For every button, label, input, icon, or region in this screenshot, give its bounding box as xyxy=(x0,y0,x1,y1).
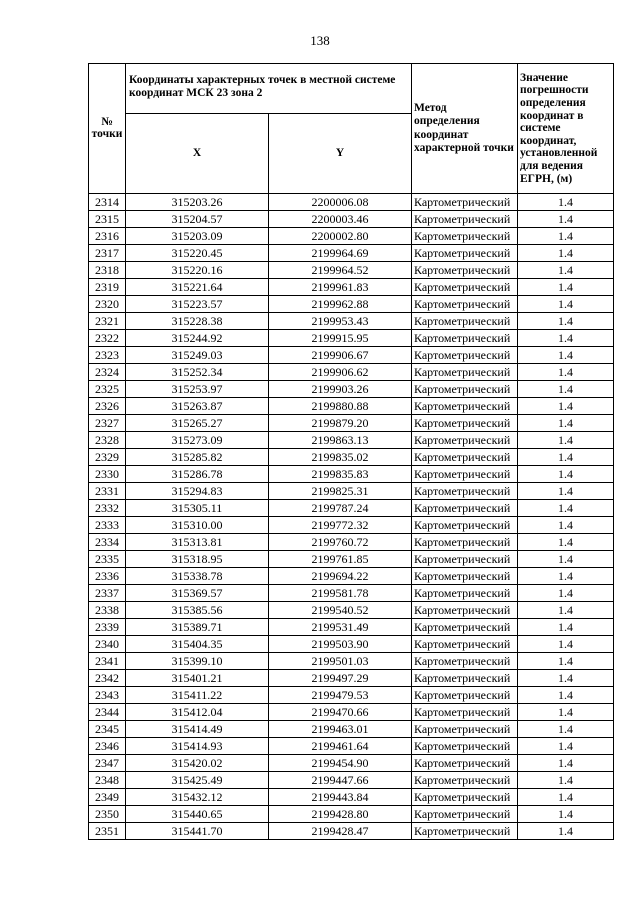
table-row xyxy=(89,687,614,704)
table-body xyxy=(89,194,614,840)
table-row xyxy=(89,585,614,602)
y-cell: 2199863.13 xyxy=(269,432,412,449)
method-cell: Картометрический xyxy=(412,211,518,228)
accuracy-cell: 1.4 xyxy=(518,483,614,500)
accuracy-cell: 1.4 xyxy=(518,466,614,483)
accuracy-cell: 1.4 xyxy=(518,415,614,432)
point-number-cell: 2351 xyxy=(89,823,126,840)
point-number-cell: 2332 xyxy=(89,500,126,517)
table-row xyxy=(89,670,614,687)
y-cell: 2199501.03 xyxy=(269,653,412,670)
method-cell: Картометрический xyxy=(412,347,518,364)
header-point-number: № точки xyxy=(89,64,126,194)
x-cell: 315253.97 xyxy=(126,381,269,398)
point-number-cell: 2323 xyxy=(89,347,126,364)
y-cell: 2199962.88 xyxy=(269,296,412,313)
header-method: Метод определения координат характерной точки xyxy=(412,64,518,194)
table-row xyxy=(89,704,614,721)
x-cell: 315313.81 xyxy=(126,534,269,551)
table-row xyxy=(89,398,614,415)
y-cell: 2199443.84 xyxy=(269,789,412,806)
x-cell: 315310.00 xyxy=(126,517,269,534)
accuracy-cell: 1.4 xyxy=(518,398,614,415)
accuracy-cell: 1.4 xyxy=(518,721,614,738)
table-row xyxy=(89,364,614,381)
y-cell: 2199503.90 xyxy=(269,636,412,653)
method-cell: Картометрический xyxy=(412,602,518,619)
accuracy-cell: 1.4 xyxy=(518,364,614,381)
y-cell: 2199497.29 xyxy=(269,670,412,687)
header-y: Y xyxy=(269,114,412,194)
y-cell: 2199531.49 xyxy=(269,619,412,636)
table-row xyxy=(89,194,614,211)
x-cell: 315221.64 xyxy=(126,279,269,296)
point-number-cell: 2331 xyxy=(89,483,126,500)
y-cell: 2199906.62 xyxy=(269,364,412,381)
point-number-cell: 2337 xyxy=(89,585,126,602)
x-cell: 315273.09 xyxy=(126,432,269,449)
point-number-cell: 2340 xyxy=(89,636,126,653)
method-cell: Картометрический xyxy=(412,245,518,262)
accuracy-cell: 1.4 xyxy=(518,738,614,755)
y-cell: 2200003.46 xyxy=(269,211,412,228)
x-cell: 315265.27 xyxy=(126,415,269,432)
method-cell: Картометрический xyxy=(412,619,518,636)
point-number-cell: 2334 xyxy=(89,534,126,551)
y-cell: 2199953.43 xyxy=(269,313,412,330)
method-cell: Картометрический xyxy=(412,687,518,704)
accuracy-cell: 1.4 xyxy=(518,704,614,721)
x-cell: 315420.02 xyxy=(126,755,269,772)
y-cell: 2199772.32 xyxy=(269,517,412,534)
table-row xyxy=(89,449,614,466)
table-row xyxy=(89,347,614,364)
y-cell: 2199835.02 xyxy=(269,449,412,466)
accuracy-cell: 1.4 xyxy=(518,296,614,313)
y-cell: 2199694.22 xyxy=(269,568,412,585)
y-cell: 2199880.88 xyxy=(269,398,412,415)
table-row xyxy=(89,738,614,755)
table-row xyxy=(89,602,614,619)
y-cell: 2199903.26 xyxy=(269,381,412,398)
point-number-cell: 2336 xyxy=(89,568,126,585)
x-cell: 315440.65 xyxy=(126,806,269,823)
table-row xyxy=(89,262,614,279)
x-cell: 315203.09 xyxy=(126,228,269,245)
method-cell: Картометрический xyxy=(412,313,518,330)
point-number-cell: 2328 xyxy=(89,432,126,449)
point-number-cell: 2324 xyxy=(89,364,126,381)
x-cell: 315220.16 xyxy=(126,262,269,279)
header-accuracy: Значение погрешности определения координат в системе координат, установленной для ведения ЕГРН, (м) xyxy=(518,64,614,194)
x-cell: 315263.87 xyxy=(126,398,269,415)
method-cell: Картометрический xyxy=(412,194,518,211)
x-cell: 315249.03 xyxy=(126,347,269,364)
method-cell: Картометрический xyxy=(412,517,518,534)
point-number-cell: 2347 xyxy=(89,755,126,772)
accuracy-cell: 1.4 xyxy=(518,823,614,840)
y-cell: 2199761.85 xyxy=(269,551,412,568)
y-cell: 2199825.31 xyxy=(269,483,412,500)
y-cell: 2199470.66 xyxy=(269,704,412,721)
accuracy-cell: 1.4 xyxy=(518,279,614,296)
y-cell: 2199428.80 xyxy=(269,806,412,823)
table-row xyxy=(89,772,614,789)
point-number-cell: 2348 xyxy=(89,772,126,789)
table-row xyxy=(89,466,614,483)
accuracy-cell: 1.4 xyxy=(518,211,614,228)
header-coordinates: Координаты характерных точек в местной системе координат МСК 23 зона 2 xyxy=(126,64,412,114)
y-cell: 2199915.95 xyxy=(269,330,412,347)
table-row xyxy=(89,551,614,568)
accuracy-cell: 1.4 xyxy=(518,381,614,398)
point-number-cell: 2329 xyxy=(89,449,126,466)
method-cell: Картометрический xyxy=(412,398,518,415)
y-cell: 2199787.24 xyxy=(269,500,412,517)
accuracy-cell: 1.4 xyxy=(518,636,614,653)
method-cell: Картометрический xyxy=(412,772,518,789)
accuracy-cell: 1.4 xyxy=(518,228,614,245)
table-row xyxy=(89,381,614,398)
table-row xyxy=(89,619,614,636)
table-row xyxy=(89,806,614,823)
table-row xyxy=(89,296,614,313)
method-cell: Картометрический xyxy=(412,721,518,738)
table-row xyxy=(89,636,614,653)
accuracy-cell: 1.4 xyxy=(518,432,614,449)
method-cell: Картометрический xyxy=(412,449,518,466)
point-number-cell: 2346 xyxy=(89,738,126,755)
method-cell: Картометрический xyxy=(412,806,518,823)
x-cell: 315389.71 xyxy=(126,619,269,636)
point-number-cell: 2338 xyxy=(89,602,126,619)
point-number-cell: 2335 xyxy=(89,551,126,568)
method-cell: Картометрический xyxy=(412,432,518,449)
table-row xyxy=(89,517,614,534)
table-row xyxy=(89,415,614,432)
y-cell: 2199964.69 xyxy=(269,245,412,262)
y-cell: 2199581.78 xyxy=(269,585,412,602)
method-cell: Картометрический xyxy=(412,636,518,653)
x-cell: 315385.56 xyxy=(126,602,269,619)
method-cell: Картометрический xyxy=(412,262,518,279)
table-row xyxy=(89,245,614,262)
method-cell: Картометрический xyxy=(412,279,518,296)
accuracy-cell: 1.4 xyxy=(518,551,614,568)
table-row xyxy=(89,755,614,772)
point-number-cell: 2339 xyxy=(89,619,126,636)
point-number-cell: 2320 xyxy=(89,296,126,313)
method-cell: Картометрический xyxy=(412,228,518,245)
accuracy-cell: 1.4 xyxy=(518,806,614,823)
method-cell: Картометрический xyxy=(412,466,518,483)
y-cell: 2199835.83 xyxy=(269,466,412,483)
x-cell: 315220.45 xyxy=(126,245,269,262)
point-number-cell: 2318 xyxy=(89,262,126,279)
y-cell: 2199479.53 xyxy=(269,687,412,704)
point-number-cell: 2330 xyxy=(89,466,126,483)
table-row xyxy=(89,483,614,500)
accuracy-cell: 1.4 xyxy=(518,517,614,534)
table-row xyxy=(89,653,614,670)
accuracy-cell: 1.4 xyxy=(518,330,614,347)
x-cell: 315425.49 xyxy=(126,772,269,789)
table-row xyxy=(89,721,614,738)
point-number-cell: 2326 xyxy=(89,398,126,415)
accuracy-cell: 1.4 xyxy=(518,449,614,466)
x-cell: 315305.11 xyxy=(126,500,269,517)
method-cell: Картометрический xyxy=(412,823,518,840)
x-cell: 315338.78 xyxy=(126,568,269,585)
x-cell: 315432.12 xyxy=(126,789,269,806)
table-row xyxy=(89,211,614,228)
method-cell: Картометрический xyxy=(412,653,518,670)
method-cell: Картометрический xyxy=(412,568,518,585)
table-row xyxy=(89,228,614,245)
accuracy-cell: 1.4 xyxy=(518,262,614,279)
method-cell: Картометрический xyxy=(412,670,518,687)
x-cell: 315414.93 xyxy=(126,738,269,755)
y-cell: 2199879.20 xyxy=(269,415,412,432)
accuracy-cell: 1.4 xyxy=(518,619,614,636)
x-cell: 315203.26 xyxy=(126,194,269,211)
method-cell: Картометрический xyxy=(412,330,518,347)
y-cell: 2199461.64 xyxy=(269,738,412,755)
point-number-cell: 2325 xyxy=(89,381,126,398)
table-row xyxy=(89,534,614,551)
method-cell: Картометрический xyxy=(412,585,518,602)
y-cell: 2200006.08 xyxy=(269,194,412,211)
x-cell: 315223.57 xyxy=(126,296,269,313)
x-cell: 315412.04 xyxy=(126,704,269,721)
point-number-cell: 2317 xyxy=(89,245,126,262)
coordinates-table xyxy=(88,63,614,840)
method-cell: Картометрический xyxy=(412,415,518,432)
y-cell: 2199540.52 xyxy=(269,602,412,619)
y-cell: 2199760.72 xyxy=(269,534,412,551)
x-cell: 315294.83 xyxy=(126,483,269,500)
y-cell: 2199964.52 xyxy=(269,262,412,279)
table-row xyxy=(89,432,614,449)
x-cell: 315414.49 xyxy=(126,721,269,738)
method-cell: Картометрический xyxy=(412,551,518,568)
method-cell: Картометрический xyxy=(412,704,518,721)
y-cell: 2199463.01 xyxy=(269,721,412,738)
method-cell: Картометрический xyxy=(412,483,518,500)
point-number-cell: 2343 xyxy=(89,687,126,704)
point-number-cell: 2327 xyxy=(89,415,126,432)
header-x: X xyxy=(126,114,269,194)
x-cell: 315228.38 xyxy=(126,313,269,330)
table-row xyxy=(89,500,614,517)
x-cell: 315404.35 xyxy=(126,636,269,653)
method-cell: Картометрический xyxy=(412,364,518,381)
method-cell: Картометрический xyxy=(412,534,518,551)
x-cell: 315285.82 xyxy=(126,449,269,466)
point-number-cell: 2315 xyxy=(89,211,126,228)
accuracy-cell: 1.4 xyxy=(518,670,614,687)
x-cell: 315204.57 xyxy=(126,211,269,228)
accuracy-cell: 1.4 xyxy=(518,245,614,262)
x-cell: 315411.22 xyxy=(126,687,269,704)
y-cell: 2199454.90 xyxy=(269,755,412,772)
table-row xyxy=(89,789,614,806)
accuracy-cell: 1.4 xyxy=(518,789,614,806)
method-cell: Картометрический xyxy=(412,738,518,755)
table-row xyxy=(89,330,614,347)
point-number-cell: 2349 xyxy=(89,789,126,806)
point-number-cell: 2321 xyxy=(89,313,126,330)
accuracy-cell: 1.4 xyxy=(518,347,614,364)
accuracy-cell: 1.4 xyxy=(518,755,614,772)
accuracy-cell: 1.4 xyxy=(518,313,614,330)
method-cell: Картометрический xyxy=(412,381,518,398)
x-cell: 315244.92 xyxy=(126,330,269,347)
accuracy-cell: 1.4 xyxy=(518,500,614,517)
point-number-cell: 2316 xyxy=(89,228,126,245)
point-number-cell: 2322 xyxy=(89,330,126,347)
point-number-cell: 2350 xyxy=(89,806,126,823)
point-number-cell: 2342 xyxy=(89,670,126,687)
point-number-cell: 2319 xyxy=(89,279,126,296)
method-cell: Картометрический xyxy=(412,789,518,806)
x-cell: 315318.95 xyxy=(126,551,269,568)
point-number-cell: 2341 xyxy=(89,653,126,670)
x-cell: 315399.10 xyxy=(126,653,269,670)
y-cell: 2199961.83 xyxy=(269,279,412,296)
x-cell: 315252.34 xyxy=(126,364,269,381)
accuracy-cell: 1.4 xyxy=(518,602,614,619)
page-number: 138 xyxy=(310,33,330,48)
point-number-cell: 2314 xyxy=(89,194,126,211)
accuracy-cell: 1.4 xyxy=(518,194,614,211)
x-cell: 315369.57 xyxy=(126,585,269,602)
y-cell: 2199428.47 xyxy=(269,823,412,840)
accuracy-cell: 1.4 xyxy=(518,568,614,585)
y-cell: 2199906.67 xyxy=(269,347,412,364)
table-row xyxy=(89,313,614,330)
accuracy-cell: 1.4 xyxy=(518,772,614,789)
table-row xyxy=(89,823,614,840)
table-row xyxy=(89,279,614,296)
point-number-cell: 2333 xyxy=(89,517,126,534)
x-cell: 315401.21 xyxy=(126,670,269,687)
accuracy-cell: 1.4 xyxy=(518,585,614,602)
accuracy-cell: 1.4 xyxy=(518,687,614,704)
y-cell: 2199447.66 xyxy=(269,772,412,789)
accuracy-cell: 1.4 xyxy=(518,653,614,670)
accuracy-cell: 1.4 xyxy=(518,534,614,551)
point-number-cell: 2344 xyxy=(89,704,126,721)
method-cell: Картометрический xyxy=(412,755,518,772)
point-number-cell: 2345 xyxy=(89,721,126,738)
x-cell: 315286.78 xyxy=(126,466,269,483)
method-cell: Картометрический xyxy=(412,296,518,313)
y-cell: 2200002.80 xyxy=(269,228,412,245)
x-cell: 315441.70 xyxy=(126,823,269,840)
table-row xyxy=(89,568,614,585)
method-cell: Картометрический xyxy=(412,500,518,517)
